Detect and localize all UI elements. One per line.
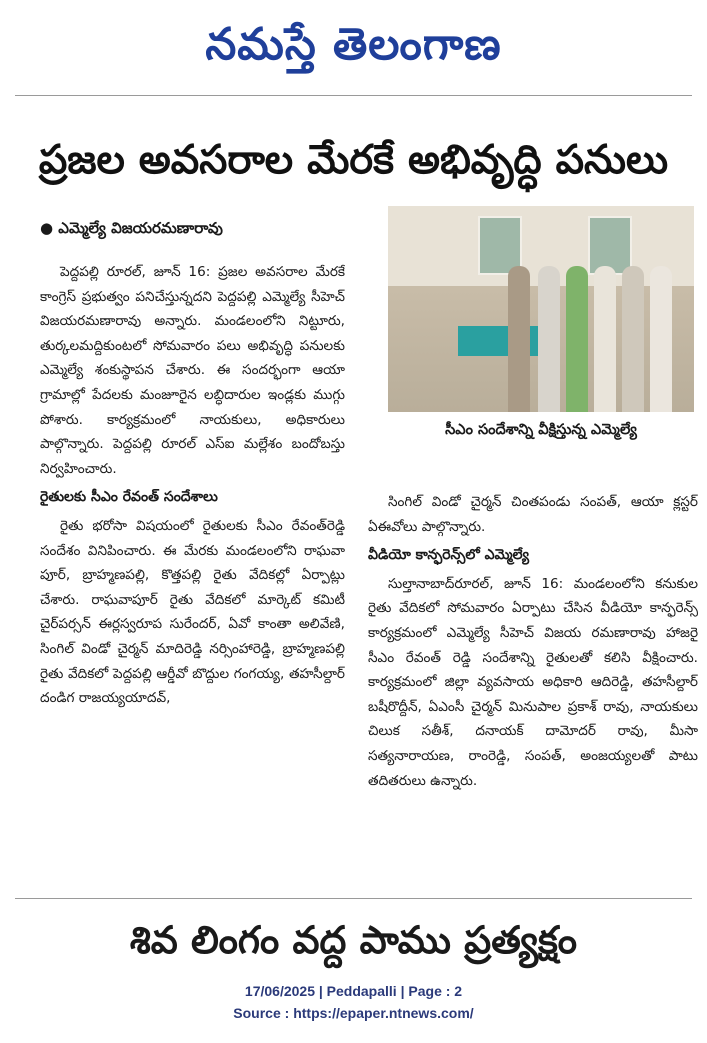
photo-person <box>622 266 644 412</box>
masthead-divider <box>15 95 692 96</box>
article-left-column <box>40 260 345 880</box>
footer-source-line: Source : https://epaper.ntnews.com/ <box>233 1005 474 1021</box>
photo-person <box>594 266 616 412</box>
article-paragraph: సుల్తానాబాద్‌రూరల్, జూన్ 16: మండలంలోని కనుకుల రైతు వేదికలో సోమవారం ఏర్పాటు చేసిన వీడియో కాన్ఫరెన్స్ కార్యక్రమంలో ఎమ్మెల్యే సీహెచ్ విజయ రమణారావు హాజరై సీఎం రేవంత్ రెడ్డి సందేశాన్ని రైతులతో కలిసి వీక్షించారు. కార్యక్రమంలో జిల్లా వ్యవసాయ అధికారి ఆదిరెడ్డి, తహసీల్దార్ బషీరొద్దీన్, ఏఎంసీ చైర్మన్ మినుపాల ప్రకాశ్ రావు, నాయకులు చిలుక సతీశ్, దనాయక్ దామోదర్ రావు, మీసా సత్యనారాయణ, రాంరెడ్డి, సంపత్, అంజయ్యలతో పాటు తదితరులు ఉన్నారు. <box>368 575 698 789</box>
masthead: నమస్తే తెలంగాణ <box>205 19 502 70</box>
article-right-column <box>368 490 698 890</box>
photo-person <box>650 266 672 412</box>
news-photo <box>388 206 694 412</box>
photo-caption: సీఎం సందేశాన్ని వీక్షిస్తున్న ఎమ్మెల్యే <box>445 422 637 438</box>
bottom-headline: శివ లింగం వద్ద పాము ప్రత్యక్షం <box>129 918 578 962</box>
article-subhead: వీడియో కాన్ఫరెన్స్‌లో ఎమ్మెల్యే <box>368 547 530 564</box>
article-paragraph: రైతు భరోసా విషయంలో రైతులకు సీఎం రేవంత్‌రెడ్డి సందేశం వినిపించారు. ఈ మేరకు మండలంలోని రాఘవా పూర్, బ్రాహ్మణపల్లి, కొత్తపల్లి రైతు వేదికల్లో ఏర్పాట్లు చేశారు. రాఘవాపూర్ రైతు వేదికలో మార్కెట్ కమిటీ చైర్‌పర్సన్ ఈర్లస్వరూప సురేందర్, ఏవో కాంతా అలివేణి, సింగిల్ విండో చైర్మన్ మాదిరెడ్డి నర్సింహారెడ్డి, బ్రాహ్మణపల్లి రైతు వేదికలో పెద్దపల్లి ఆర్డీవో బొద్దుల గంగయ్య, తహసీల్దార్ దండిగ రాజయ్యయాదవ్, <box>40 517 345 707</box>
article-paragraph: సింగిల్ విండో చైర్మన్ చింతపండు సంపత్, ఆయా క్లస్టర్ ఏఈవోలు పాల్గొన్నారు. <box>368 494 698 535</box>
footer-date-line: 17/06/2025 | Peddapalli | Page : 2 <box>244 983 463 999</box>
section-divider <box>15 898 692 899</box>
headline: ప్రజల అవసరాల మేరకే అభివృద్ధి పనులు <box>38 137 669 183</box>
photo-person <box>538 266 560 412</box>
byline: ● ఎమ్మెల్యే విజయరమణారావు <box>40 219 223 237</box>
photo-person <box>508 266 530 412</box>
photo-table <box>458 326 548 356</box>
article-subhead: రైతులకు సీఎం రేవంత్ సందేశాలు <box>40 489 218 506</box>
article-paragraph: పెద్దపల్లి రూరల్, జూన్ 16: ప్రజల అవసరాల మేరకే కాంగ్రెస్ ప్రభుత్వం పనిచేస్తున్నదని పెద్దపల్లి ఎమ్మెల్యే సీహెచ్ విజయరమణారావు అన్నారు. మండలంలోని నిట్టూరు, తుర్కలమద్దికుంటలో సోమవారం పలు అభివృద్ధి పనులకు ఎమ్మెల్యే శంకుస్థాపన చేశారు. ఈ సందర్భంగా ఆయా గ్రామాల్లో పేదలకు మంజూరైన లబ్ధిదారుల ఇండ్లకు ముగ్గు పోశారు. కార్యక్రమంలో నాయకులు, అధికారులు పాల్గొన్నారు. పెద్దపల్లి రూరల్ ఎస్ఐ మల్లేశం బందోబస్తు నిర్వహించారు. <box>40 264 345 477</box>
photo-person <box>566 266 588 412</box>
